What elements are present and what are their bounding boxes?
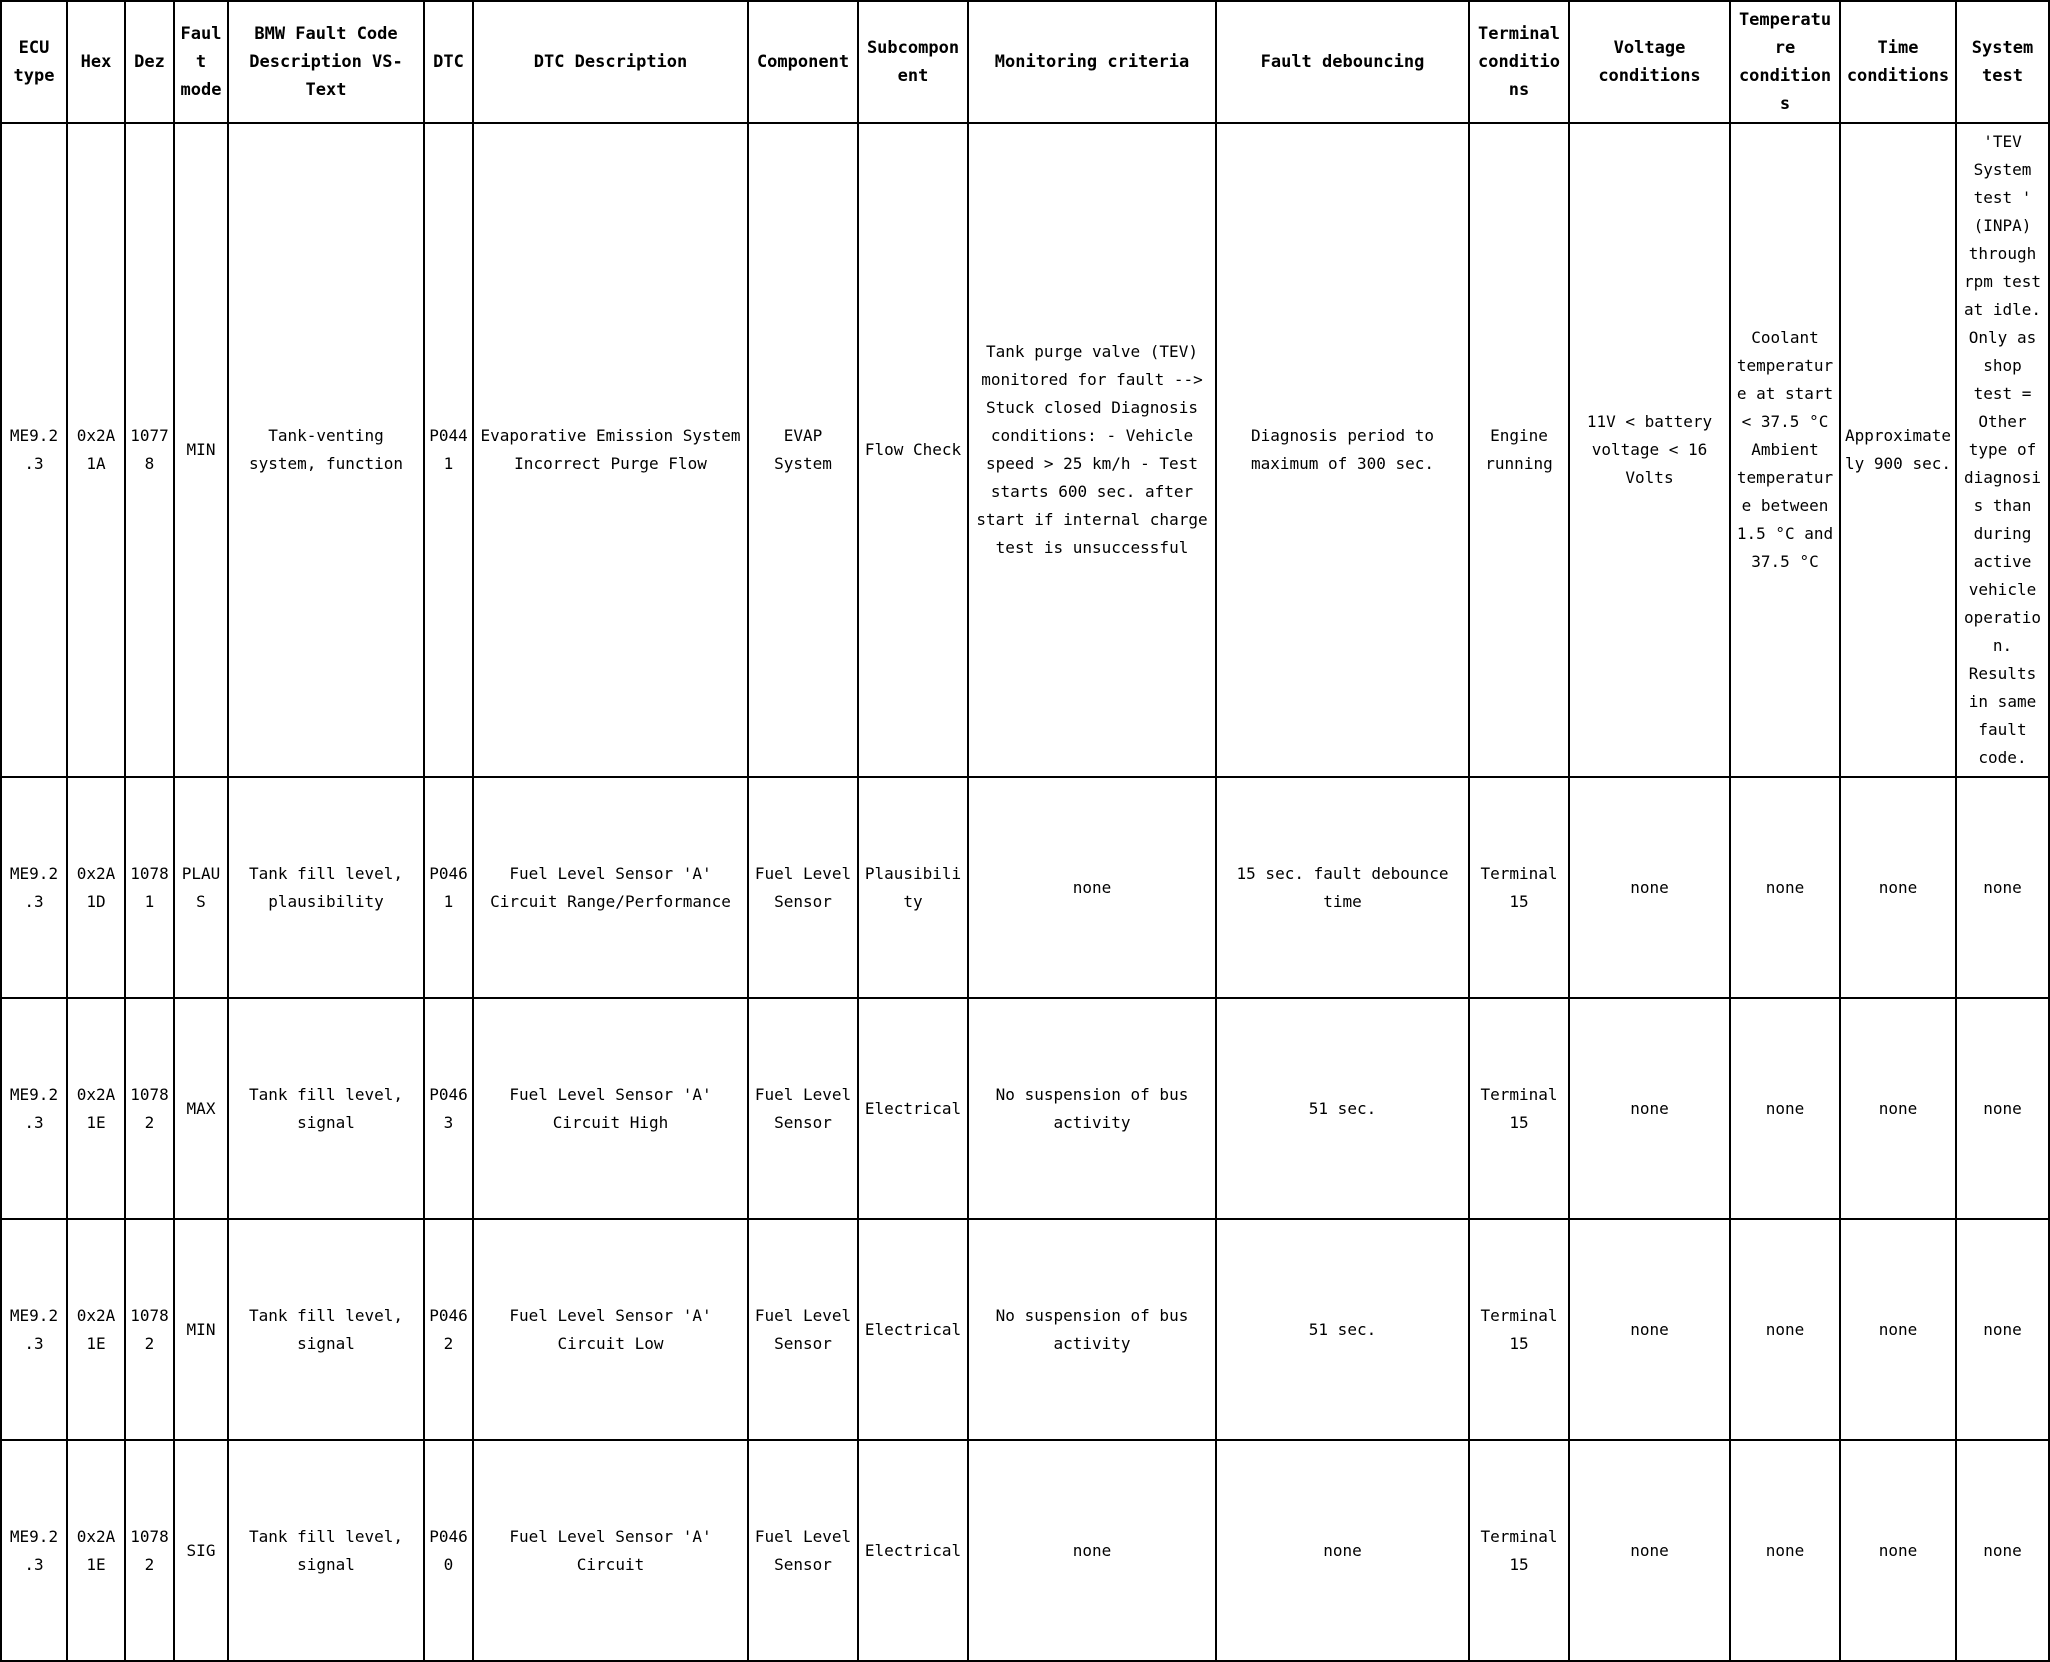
cell-hex: 0x2A1E — [67, 998, 125, 1219]
table-row — [1, 1440, 2049, 1661]
header-fault-mode: Fault mode — [174, 1, 228, 123]
cell-dtc-description: Fuel Level Sensor 'A' Circuit Range/Performance — [473, 777, 748, 998]
cell-fault-debouncing: none — [1216, 1440, 1469, 1661]
header-voltage-conditions: Voltage conditions — [1569, 1, 1730, 123]
cell-dez: 10782 — [125, 1440, 174, 1661]
cell-system-test: none — [1956, 777, 2049, 998]
cell-fault-mode: SIG — [174, 1440, 228, 1661]
cell-monitoring-criteria: No suspension of bus activity — [968, 998, 1216, 1219]
header-dtc: DTC — [424, 1, 473, 123]
cell-voltage-conditions: none — [1569, 777, 1730, 998]
cell-dez: 10782 — [125, 998, 174, 1219]
header-hex: Hex — [67, 1, 125, 123]
cell-temperature-conditions: Coolant temperature at start < 37.5 °C Ambient temperature between 1.5 °C and 37.5 °C — [1730, 123, 1840, 777]
cell-subcomponent: Electrical — [858, 1440, 968, 1661]
cell-subcomponent: Flow Check — [858, 123, 968, 777]
cell-fault-debouncing: 51 sec. — [1216, 998, 1469, 1219]
header-fault-debouncing: Fault debouncing — [1216, 1, 1469, 123]
cell-hex: 0x2A1D — [67, 777, 125, 998]
cell-monitoring-criteria: none — [968, 777, 1216, 998]
table-row — [1, 123, 2049, 777]
cell-subcomponent: Plausibility — [858, 777, 968, 998]
cell-bmw-description: Tank-venting system, function — [228, 123, 424, 777]
cell-fault-debouncing: Diagnosis period to maximum of 300 sec. — [1216, 123, 1469, 777]
cell-dtc: P0462 — [424, 1219, 473, 1440]
cell-temperature-conditions: none — [1730, 1440, 1840, 1661]
cell-bmw-description: Tank fill level, signal — [228, 1219, 424, 1440]
header-monitoring-criteria: Monitoring criteria — [968, 1, 1216, 123]
cell-terminal-conditions: Terminal 15 — [1469, 998, 1569, 1219]
cell-time-conditions: none — [1840, 1440, 1956, 1661]
cell-system-test: none — [1956, 998, 2049, 1219]
cell-terminal-conditions: Engine running — [1469, 123, 1569, 777]
cell-component: EVAP System — [748, 123, 858, 777]
table-row — [1, 998, 2049, 1219]
cell-fault-mode: MAX — [174, 998, 228, 1219]
header-terminal-conditions: Terminal conditions — [1469, 1, 1569, 123]
header-system-test: System test — [1956, 1, 2049, 123]
cell-fault-debouncing: 15 sec. fault debounce time — [1216, 777, 1469, 998]
cell-voltage-conditions: 11V < battery voltage < 16 Volts — [1569, 123, 1730, 777]
cell-voltage-conditions: none — [1569, 998, 1730, 1219]
cell-voltage-conditions: none — [1569, 1219, 1730, 1440]
cell-fault-mode: PLAUS — [174, 777, 228, 998]
cell-dtc-description: Fuel Level Sensor 'A' Circuit High — [473, 998, 748, 1219]
header-temperature-conditions: Temperature conditions — [1730, 1, 1840, 123]
cell-hex: 0x2A1A — [67, 123, 125, 777]
cell-time-conditions: none — [1840, 1219, 1956, 1440]
cell-dtc: P0461 — [424, 777, 473, 998]
cell-fault-debouncing: 51 sec. — [1216, 1219, 1469, 1440]
cell-ecu-type: ME9.2.3 — [1, 998, 67, 1219]
cell-terminal-conditions: Terminal 15 — [1469, 1219, 1569, 1440]
header-dtc-description: DTC Description — [473, 1, 748, 123]
cell-bmw-description: Tank fill level, plausibility — [228, 777, 424, 998]
cell-system-test: 'TEV System test ' (INPA) through rpm test at idle. Only as shop test = Other type of diagnosis than during active vehicle operation. Results in same fault code. — [1956, 123, 2049, 777]
cell-dtc: P0463 — [424, 998, 473, 1219]
cell-temperature-conditions: none — [1730, 777, 1840, 998]
cell-terminal-conditions: Terminal 15 — [1469, 777, 1569, 998]
header-bmw-description: BMW Fault Code Description VS-Text — [228, 1, 424, 123]
cell-dtc-description: Fuel Level Sensor 'A' Circuit Low — [473, 1219, 748, 1440]
cell-dez: 10778 — [125, 123, 174, 777]
header-subcomponent: Subcomponent — [858, 1, 968, 123]
cell-system-test: none — [1956, 1440, 2049, 1661]
cell-hex: 0x2A1E — [67, 1219, 125, 1440]
header-component: Component — [748, 1, 858, 123]
table-row — [1, 777, 2049, 998]
cell-voltage-conditions: none — [1569, 1440, 1730, 1661]
cell-ecu-type: ME9.2.3 — [1, 123, 67, 777]
table-row — [1, 1219, 2049, 1440]
cell-dtc-description: Fuel Level Sensor 'A' Circuit — [473, 1440, 748, 1661]
cell-time-conditions: none — [1840, 777, 1956, 998]
header-row — [1, 1, 2049, 123]
cell-terminal-conditions: Terminal 15 — [1469, 1440, 1569, 1661]
cell-dez: 10781 — [125, 777, 174, 998]
cell-monitoring-criteria: No suspension of bus activity — [968, 1219, 1216, 1440]
cell-component: Fuel Level Sensor — [748, 998, 858, 1219]
cell-bmw-description: Tank fill level, signal — [228, 1440, 424, 1661]
cell-dtc-description: Evaporative Emission System Incorrect Purge Flow — [473, 123, 748, 777]
cell-monitoring-criteria: Tank purge valve (TEV) monitored for fault --> Stuck closed Diagnosis conditions: - Vehicle speed > 25 km/h - Test starts 600 sec. after start if internal charge test is unsuccessful — [968, 123, 1216, 777]
cell-ecu-type: ME9.2.3 — [1, 1440, 67, 1661]
cell-component: Fuel Level Sensor — [748, 777, 858, 998]
cell-time-conditions: none — [1840, 998, 1956, 1219]
cell-dez: 10782 — [125, 1219, 174, 1440]
cell-hex: 0x2A1E — [67, 1440, 125, 1661]
header-dez: Dez — [125, 1, 174, 123]
cell-ecu-type: ME9.2.3 — [1, 777, 67, 998]
cell-monitoring-criteria: none — [968, 1440, 1216, 1661]
cell-temperature-conditions: none — [1730, 998, 1840, 1219]
header-ecu-type: ECU type — [1, 1, 67, 123]
cell-subcomponent: Electrical — [858, 1219, 968, 1440]
cell-dtc: P0460 — [424, 1440, 473, 1661]
header-time-conditions: Time conditions — [1840, 1, 1956, 123]
cell-dtc: P0441 — [424, 123, 473, 777]
cell-fault-mode: MIN — [174, 123, 228, 777]
cell-fault-mode: MIN — [174, 1219, 228, 1440]
cell-component: Fuel Level Sensor — [748, 1219, 858, 1440]
cell-component: Fuel Level Sensor — [748, 1440, 858, 1661]
cell-ecu-type: ME9.2.3 — [1, 1219, 67, 1440]
cell-bmw-description: Tank fill level, signal — [228, 998, 424, 1219]
cell-system-test: none — [1956, 1219, 2049, 1440]
cell-subcomponent: Electrical — [858, 998, 968, 1219]
cell-time-conditions: Approximately 900 sec. — [1840, 123, 1956, 777]
cell-temperature-conditions: none — [1730, 1219, 1840, 1440]
